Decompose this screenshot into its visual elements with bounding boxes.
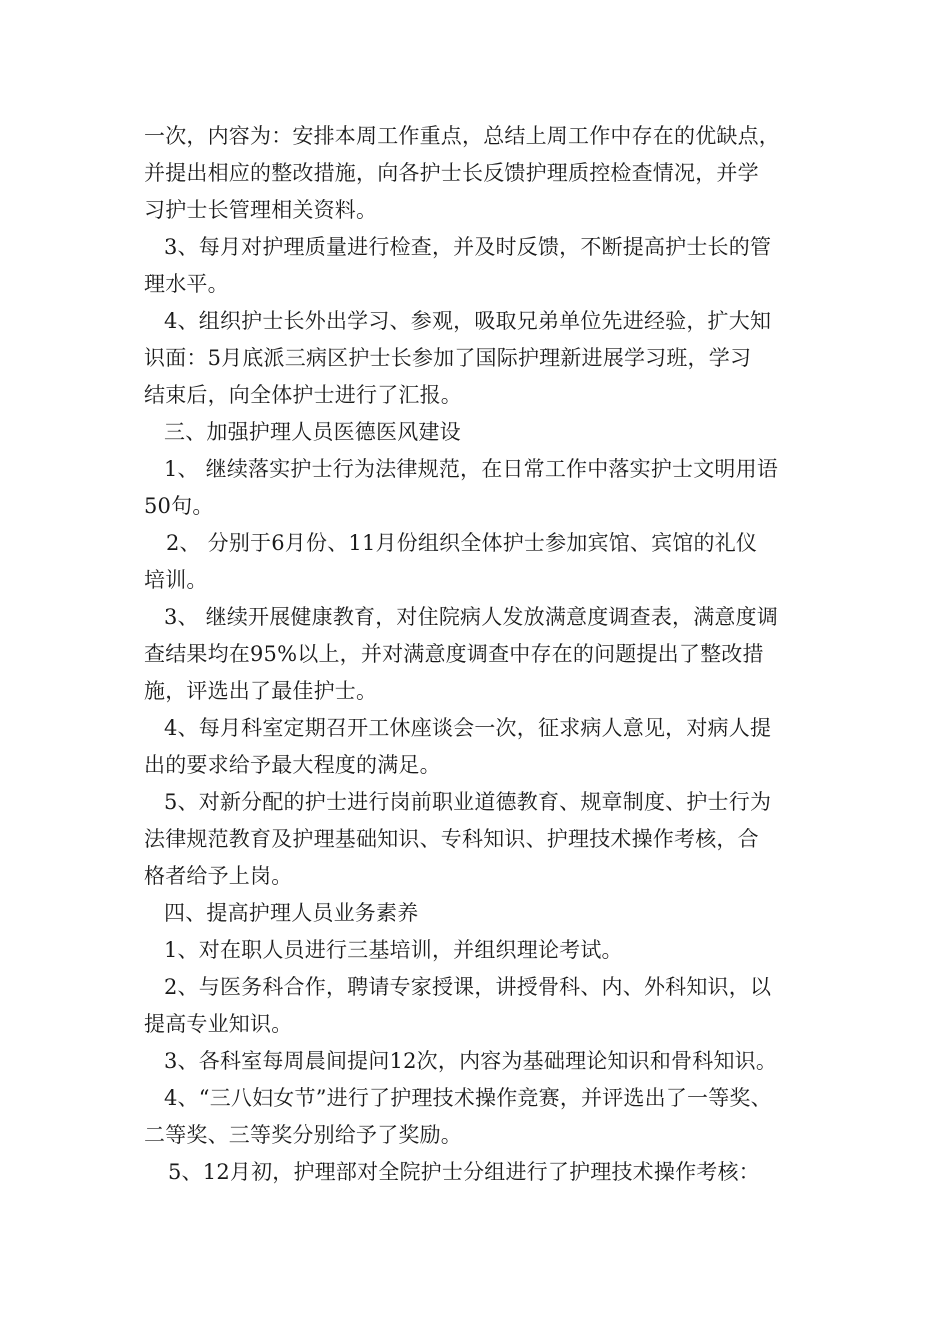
- text-line: 二等奖、三等奖分别给予了奖励。: [144, 1123, 462, 1147]
- text-line: 结束后，向全体护士进行了汇报。: [144, 383, 462, 407]
- text-line: 出的要求给予最大程度的满足。: [144, 753, 441, 777]
- text-line: 培训。: [144, 568, 208, 592]
- text-line: 4、组织护士长外出学习、参观，吸取兄弟单位先进经验，扩大知: [164, 309, 772, 333]
- text-line: 一次，内容为：安排本周工作重点，总结上周工作中存在的优缺点，: [144, 124, 780, 148]
- text-line: 4、每月科室定期召开工休座谈会一次，征求病人意见，对病人提: [164, 716, 772, 740]
- text-line: 3、各科室每周晨间提问12次，内容为基础理论知识和骨科知识。: [164, 1049, 778, 1073]
- text-line: 3、每月对护理质量进行检查，并及时反馈，不断提高护士长的管: [164, 235, 772, 259]
- text-line: 4、“三八妇女节”进行了护理技术操作竞赛，并评选出了一等奖、: [164, 1086, 772, 1110]
- section-heading: 四、提高护理人员业务素养: [164, 901, 419, 925]
- text-line: 习护士长管理相关资料。: [144, 198, 378, 222]
- text-line: 2、 分别于6月份、11月份组织全体护士参加宾馆、宾馆的礼仪: [166, 531, 758, 555]
- text-line: 50句。: [144, 494, 214, 518]
- text-line: 法律规范教育及护理基础知识、专科知识、护理技术操作考核，合: [144, 827, 759, 851]
- text-line: 识面：5月底派三病区护士长参加了国际护理新进展学习班，学习: [144, 346, 752, 370]
- text-line: 2、与医务科合作，聘请专家授课，讲授骨科、内、外科知识，以: [164, 975, 772, 999]
- text-line: 施，评选出了最佳护士。: [144, 679, 378, 703]
- text-line: 提高专业知识。: [144, 1012, 293, 1036]
- text-line: 查结果均在95%以上，并对满意度调查中存在的问题提出了整改措: [144, 642, 764, 666]
- section-heading: 三、加强护理人员医德医风建设: [164, 420, 461, 444]
- text-line: 理水平。: [144, 272, 229, 296]
- text-line: 5、对新分配的护士进行岗前职业道德教育、规章制度、护士行为: [164, 790, 772, 814]
- text-line: 5、12月初，护理部对全院护士分组进行了护理技术操作考核：: [168, 1160, 760, 1184]
- text-line: 3、 继续开展健康教育，对住院病人发放满意度调查表，满意度调: [164, 605, 779, 629]
- text-line: 并提出相应的整改措施，向各护士长反馈护理质控检查情况，并学: [144, 161, 759, 185]
- text-line: 1、对在职人员进行三基培训，并组织理论考试。: [164, 938, 623, 962]
- text-line: 1、 继续落实护士行为法律规范，在日常工作中落实护士文明用语: [164, 457, 779, 481]
- text-line: 格者给予上岗。: [144, 864, 293, 888]
